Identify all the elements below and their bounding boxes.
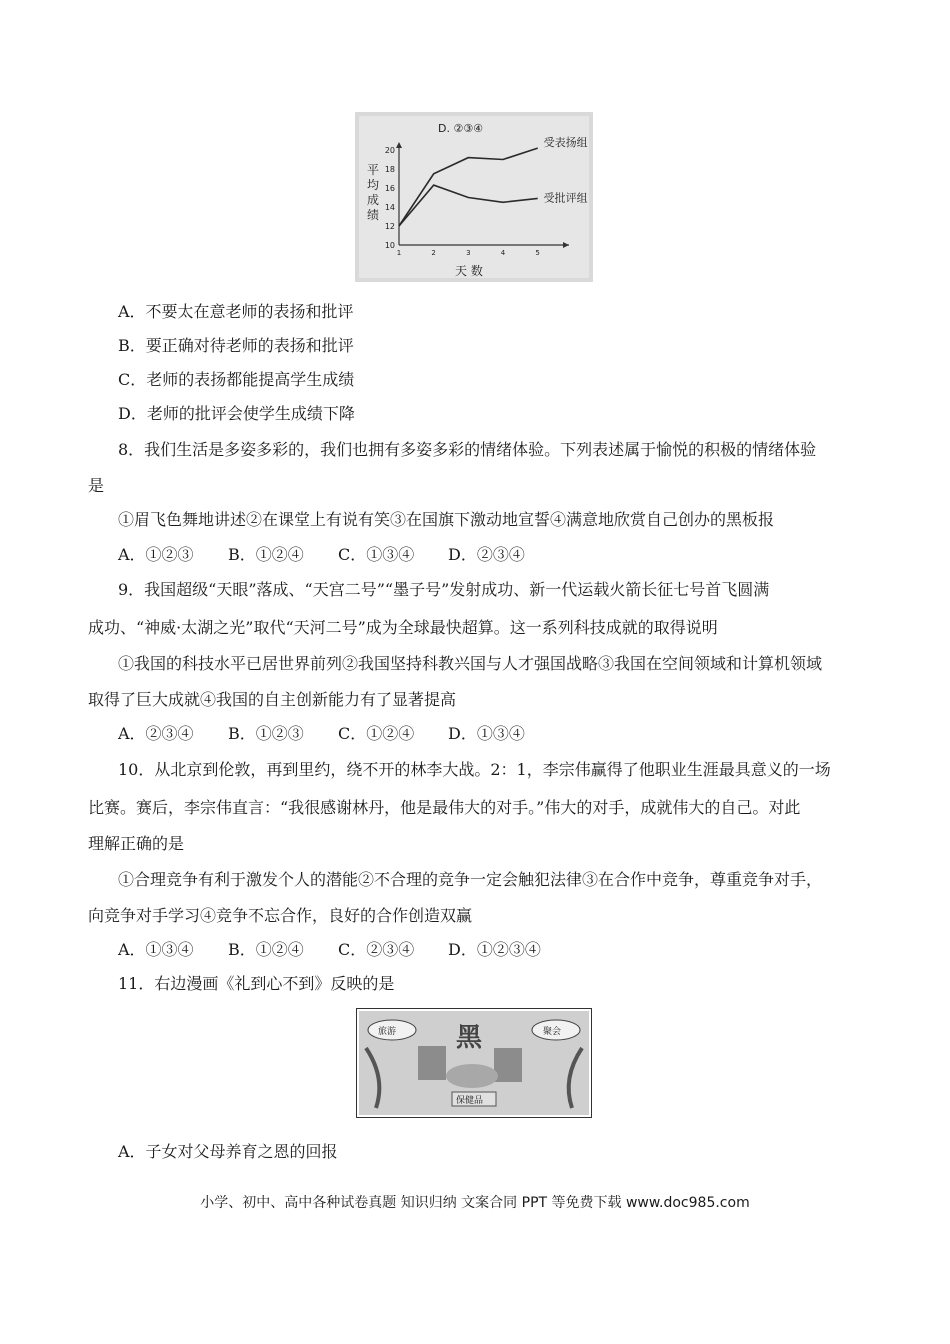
- cartoon-center-glyph: 黑: [456, 1023, 483, 1053]
- q7-option-a: A．不要太在意老师的表扬和批评: [118, 302, 354, 321]
- x-tick-label: 3: [466, 249, 471, 257]
- q10-stem-line3: 理解正确的是: [88, 834, 185, 853]
- y-tick-label: 12: [384, 222, 395, 231]
- q8-options: [118, 545, 525, 565]
- x-tick-label: 2: [431, 249, 436, 257]
- q11-option-a: A．子女对父母养育之恩的回报: [118, 1142, 338, 1161]
- cartoon-table: [446, 1064, 498, 1088]
- y-tick-label: 14: [384, 203, 395, 212]
- bubble-left-text: 旅游: [378, 1027, 397, 1037]
- q8-option-b: B．①②④: [228, 545, 304, 564]
- y-tick-label: 18: [384, 165, 395, 174]
- q10-option-b: B．①②④: [228, 940, 304, 959]
- x-axis-label: 天 数: [455, 264, 483, 278]
- q7-option-b: B．要正确对待老师的表扬和批评: [118, 336, 354, 355]
- q9-items-line1: ①我国的科技水平已居世界前列②我国坚持科教兴国与人才强国战略③我国在空间领域和计算机领域: [118, 654, 823, 673]
- x-tick-label: 1: [396, 249, 402, 257]
- q10-option-d: D．①②③④: [448, 940, 541, 959]
- q7-option-d: D．老师的批评会使学生成绩下降: [118, 404, 355, 423]
- q8-option-c: C．①③④: [338, 545, 415, 564]
- q10-items-line1: ①合理竞争有利于激发个人的潜能②不合理的竞争一定会触犯法律③在合作中竞争，尊重竞争对手，: [118, 870, 823, 889]
- q10-option-c: C．②③④: [338, 940, 415, 959]
- chart-title: D. ②③④: [438, 122, 484, 135]
- x-tick-label: 5: [535, 249, 540, 257]
- q9-option-a: A．②③④: [118, 724, 194, 743]
- gift-box-label: 保健品: [456, 1096, 484, 1106]
- q9-options: [118, 724, 525, 744]
- y-axis-label-char: 成: [367, 193, 380, 207]
- q9-option-c: C．①②④: [338, 724, 415, 743]
- q10-items-line2: 向竞争对手学习④竞争不忘合作，良好的合作创造双赢: [88, 906, 473, 925]
- q8-stem-line1: 8．我们生活是多姿多彩的，我们也拥有多姿多彩的情绪体验。下列表述属于愉悦的积极的情绪体验: [118, 440, 817, 459]
- q9-stem-line1: 9．我国超级“天眼”落成、“天宫二号”“墨子号”发射成功、新一代运载火箭长征七号首飞圆满: [118, 580, 770, 599]
- y-axis-label: [367, 163, 379, 222]
- bubble-right-text: 聚会: [543, 1027, 562, 1037]
- q7-option-c: C．老师的表扬都能提高学生成绩: [118, 370, 355, 389]
- q8-items: ①眉飞色舞地讲述②在课堂上有说有笑③在国旗下激动地宣誓④满意地欣赏自己创办的黑板报: [118, 510, 775, 529]
- q8-option-a: A．①②③: [118, 545, 194, 564]
- q9-items-line2: 取得了巨大成就④我国的自主创新能力有了显著提高: [88, 690, 457, 709]
- q10-options: [118, 940, 541, 960]
- q9-option-b: B．①②③: [228, 724, 304, 743]
- y-axis-label-char: 绩: [367, 208, 380, 222]
- series-label-1: 受表扬组: [543, 136, 588, 150]
- x-tick-label: 4: [500, 249, 506, 257]
- cartoon-image: [356, 1008, 592, 1118]
- page-footer: 小学、初中、高中各种试卷真题 知识归纳 文案合同 PPT 等免费下载 www.doc985.com: [200, 1195, 750, 1211]
- q9-stem-line2: 成功、“神威·太湖之光”取代“天河二号”成为全球最快超算。这一系列科技成就的取得说明: [88, 618, 718, 637]
- line-chart: [355, 112, 593, 282]
- y-tick-label: 16: [384, 184, 395, 193]
- figure-right-person: [494, 1048, 522, 1082]
- q11-stem: 11．右边漫画《礼到心不到》反映的是: [118, 974, 395, 993]
- q10-stem-line2: 比赛。赛后，李宗伟直言：“我很感谢林丹，他是最伟大的对手。”伟大的对手，成就伟大的自己。对此: [88, 798, 801, 817]
- q10-option-a: A．①③④: [118, 940, 194, 959]
- y-axis-label-char: 平: [367, 163, 380, 177]
- series-label-2: 受批评组: [543, 191, 588, 205]
- y-tick-label: 20: [384, 146, 395, 155]
- q8-option-d: D．②③④: [448, 545, 525, 564]
- y-tick-label: 10: [384, 241, 395, 250]
- q10-stem-line1: 10．从北京到伦敦，再到里约，绕不开的林李大战。2：1，李宗伟赢得了他职业生涯最具意义的一场: [118, 760, 831, 779]
- q8-stem-line2: 是: [88, 476, 105, 495]
- q9-option-d: D．①③④: [448, 724, 525, 743]
- figure-left-person: [418, 1046, 446, 1080]
- y-axis-label-char: 均: [367, 178, 380, 192]
